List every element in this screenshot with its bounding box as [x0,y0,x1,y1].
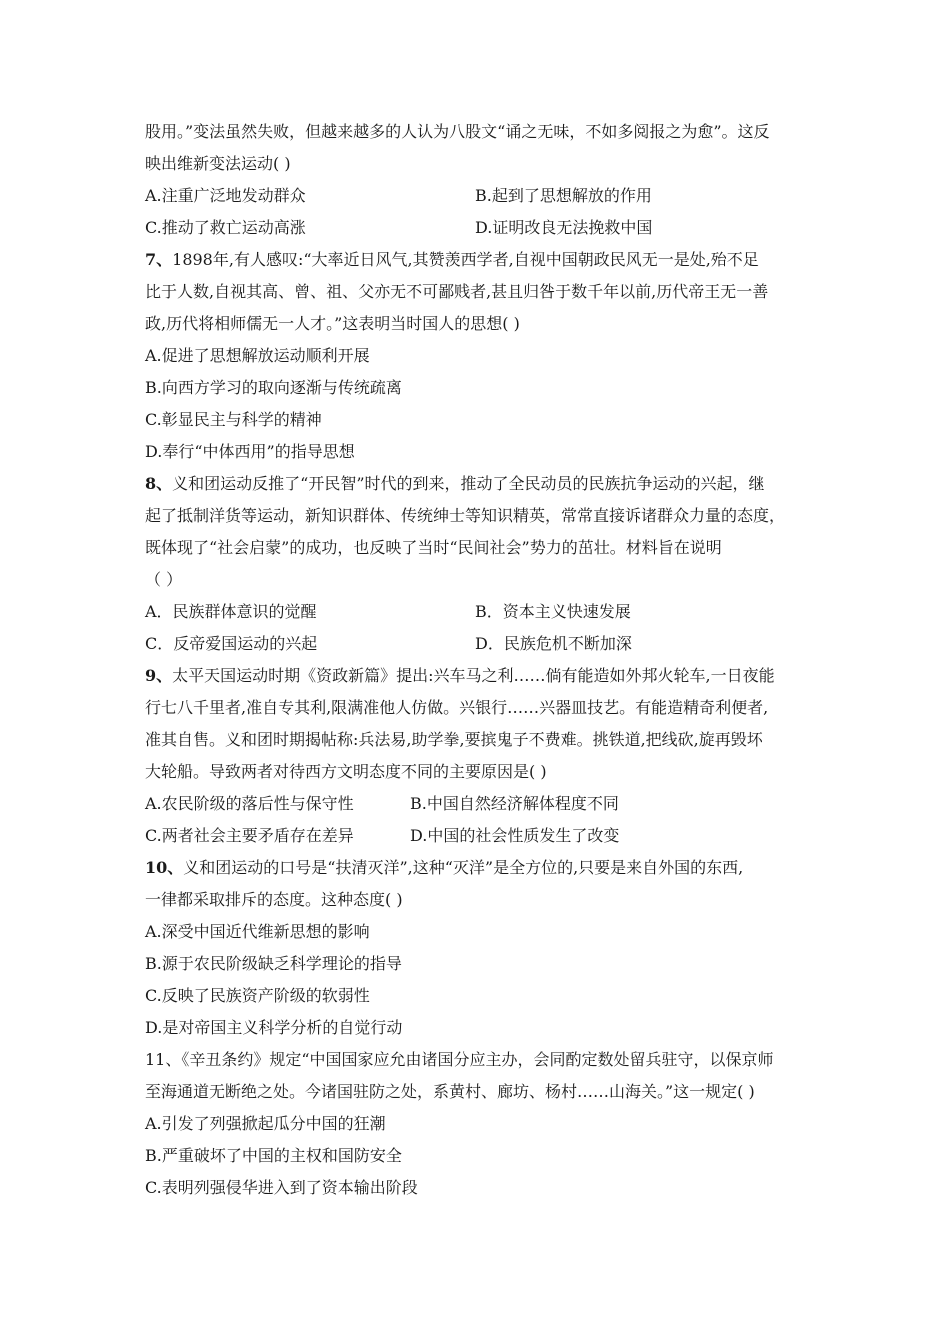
q10-text-line [145,852,815,884]
q8-answer-bracket: （ ） [145,570,183,589]
q11-option-c: C.表明列强侵华进入到了资本输出阶段 [145,1178,418,1197]
q8-text-line: 既体现了“社会启蒙”的成功，也反映了当时“民间社会”势力的茁壮。材料旨在说明 [145,538,722,557]
q8-option-c: C．反帝爱国运动的兴起 [145,634,318,653]
q9-text-line: 准其自售。义和团时期揭帖称:兵法易,助学拳,要摈鬼子不费难。挑铁道,把线砍,旋再毁坏 [145,730,763,749]
q11-text-line: 至海通道无断绝之处。今诸国驻防之处，系黄村、廊坊、杨村……山海关。”这一规定( ) [145,1082,755,1101]
q10-text: 义和团运动的口号是“扶清灭洋”,这种“灭洋”是全方位的,只要是来自外国的东西, [183,858,744,877]
q9-text-line [145,660,815,692]
q9-text-line: 大轮船。导致两者对待西方文明态度不同的主要原因是( ) [145,762,547,781]
q6-option-a: A.注重广泛地发动群众 [145,186,306,205]
q11-text-line: 11、《辛丑条约》规定“中国国家应允由诸国分应主办，会同酌定数处留兵驻守，以保京师 [145,1050,774,1069]
q7-option-c: C.彰显民主与科学的精神 [145,410,322,429]
q8-option-b: B．资本主义快速发展 [475,602,631,621]
q7-number: 7、 [145,250,173,269]
q6-text-line: 映出维新变法运动( ) [145,154,291,173]
q8-options-row [145,628,815,660]
q9-text-line: 行七八千里者,准自专其利,限满准他人仿做。兴银行……兴器皿技艺。有能造精奇利便者, [145,698,769,717]
q8-option-d: D．民族危机不断加深 [475,634,632,653]
q10-option-c: C.反映了民族资产阶级的软弱性 [145,986,370,1005]
q9-option-c: C.两者社会主要矛盾存在差异 [145,826,354,845]
q6-options-row [145,212,815,244]
q9-options-row [145,788,815,820]
q6-option-b: B.起到了思想解放的作用 [475,186,652,205]
q7-text-line: 政,历代将相师儒无一人才。”这表明当时国人的思想( ) [145,314,520,333]
q7-text-line: 比于人数,自视其高、曾、祖、父亦无不可鄙贱者,甚且归咎于数千年以前,历代帝王无一善 [145,282,769,301]
q11-option-b: B.严重破坏了中国的主权和国防安全 [145,1146,402,1165]
q10-number: 10、 [145,858,184,877]
q10-option-d: D.是对帝国主义科学分析的自觉行动 [145,1018,403,1037]
q9-number: 9、 [145,666,173,685]
q9-option-a: A.农民阶级的落后性与保守性 [145,794,354,813]
q9-text: 太平天国运动时期《资政新篇》提出:兴车马之利……倘有能造如外邦火轮车,一日夜能 [172,666,775,685]
q11-option-a: A.引发了列强掀起瓜分中国的狂潮 [145,1114,386,1133]
q10-option-b: B.源于农民阶级缺乏科学理论的指导 [145,954,402,973]
q7-text-line [145,244,815,276]
q7-text: 1898年,有人感叹:“大率近日风气,其赞羡西学者,自视中国朝政民风无一是处,殆不足 [172,250,759,269]
q10-text-line: 一律都采取排斥的态度。这种态度( ) [145,890,403,909]
question-content [145,116,815,1204]
q8-option-a: A．民族群体意识的觉醒 [145,602,317,621]
q9-options-row [145,820,815,852]
q6-option-c: C.推动了救亡运动高涨 [145,218,306,237]
q8-text: 义和团运动反推了“开民智”时代的到来，推动了全民动员的民族抗争运动的兴起，继 [172,474,765,493]
q7-option-d: D.奉行“中体西用”的指导思想 [145,442,355,461]
q9-option-b: B.中国自然经济解体程度不同 [410,794,619,813]
q7-option-a: A.促进了思想解放运动顺利开展 [145,346,370,365]
q9-option-d: D.中国的社会性质发生了改变 [410,826,620,845]
q6-options-row [145,180,815,212]
q7-option-b: B.向西方学习的取向逐渐与传统疏离 [145,378,402,397]
q6-option-d: D.证明改良无法挽救中国 [475,218,653,237]
q8-text-line [145,468,815,500]
q8-number: 8、 [145,474,173,493]
q8-text-line: 起了抵制洋货等运动，新知识群体、传统绅士等知识精英，常常直接诉诸群众力量的态度， [145,506,786,525]
q6-text-line: 股用。”变法虽然失败，但越来越多的人认为八股文“诵之无味，不如多阅报之为愈”。这反 [145,122,770,141]
q8-options-row [145,596,815,628]
q10-option-a: A.深受中国近代维新思想的影响 [145,922,370,941]
